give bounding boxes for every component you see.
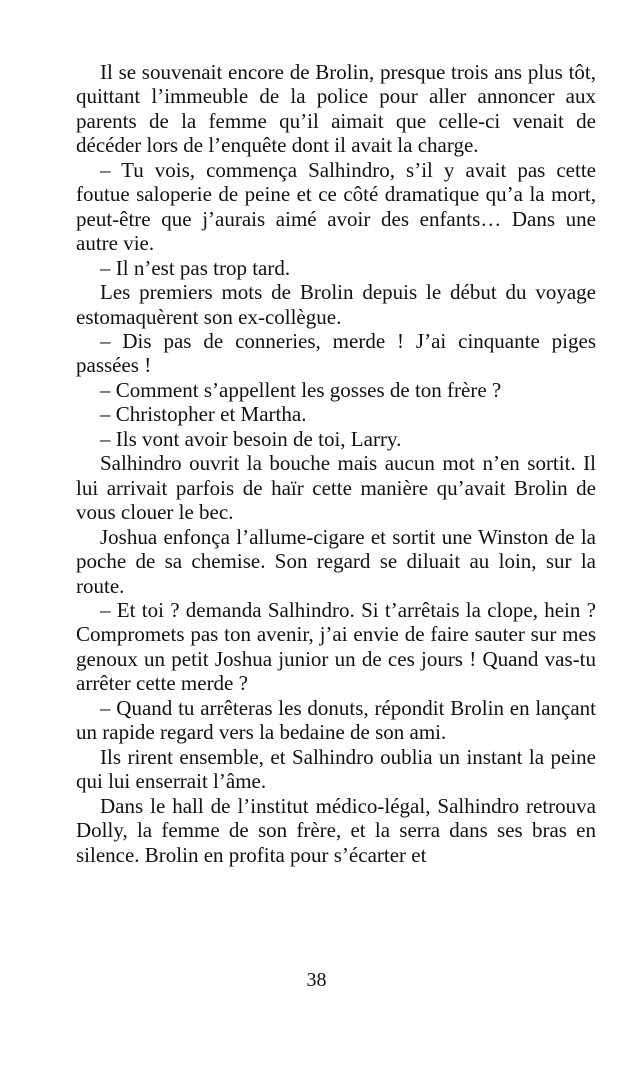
paragraph: Ils rirent ensemble, et Salhindro oublia un instant la peine qui lui enserrait l’âme. <box>76 744 596 794</box>
paragraph: – Christopher et Martha. <box>100 402 307 427</box>
paragraph: Salhindro ouvrit la bouche mais aucun mot n’en sortit. Il lui arrivait parfois de haïr cette manière qu’avait Brolin de vous clouer le bec. <box>76 451 596 525</box>
paragraph: Joshua enfonça l’allume-cigare et sortit une Winston de la poche de sa chemise. Son regard se diluait au loin, sur la route. <box>76 524 596 598</box>
paragraph: – Il n’est pas trop tard. <box>100 255 291 280</box>
paragraph: – Tu vois, commença Salhindro, s’il y avait pas cette foutue saloperie de peine et ce côté dramatique qu’a la mort, peut-être que j’aurais aimé avoir des enfants… Dans une autre vie. <box>76 157 596 256</box>
paragraph: – Comment s’appellent les gosses de ton frère ? <box>100 377 502 402</box>
paragraph: – Dis pas de conneries, merde ! J’ai cinquante piges passées ! <box>76 328 596 378</box>
page-number: 38 <box>306 969 327 991</box>
body-text <box>76 60 596 867</box>
paragraph: Dans le hall de l’institut médico-légal, Salhindro retrouva Dolly, la femme de son frère, et la serra dans ses bras en silence. Brolin en profita pour s’écarter et <box>76 793 596 867</box>
paragraph: Il se souvenait encore de Brolin, presque trois ans plus tôt, quittant l’immeuble de la police pour aller annoncer aux parents de la femme qu’il aimait que celle-ci venait de décéder lors de l’enquête dont il avait la charge. <box>76 60 596 158</box>
paragraph: – Et toi ? demanda Salhindro. Si t’arrêtais la clope, hein ? Compromets pas ton avenir, j’ai envie de faire sauter sur mes genoux un petit Joshua junior un de ces jours ! Quand vas-tu arrêter cette merde ? <box>76 597 596 696</box>
paragraph: Les premiers mots de Brolin depuis le début du voyage estomaquèrent son ex-collègue. <box>76 280 596 329</box>
paragraph: – Ils vont avoir besoin de toi, Larry. <box>100 426 402 451</box>
paragraph: – Quand tu arrêteras les donuts, répondit Brolin en lançant un rapide regard vers la bedaine de son ami. <box>76 695 596 745</box>
